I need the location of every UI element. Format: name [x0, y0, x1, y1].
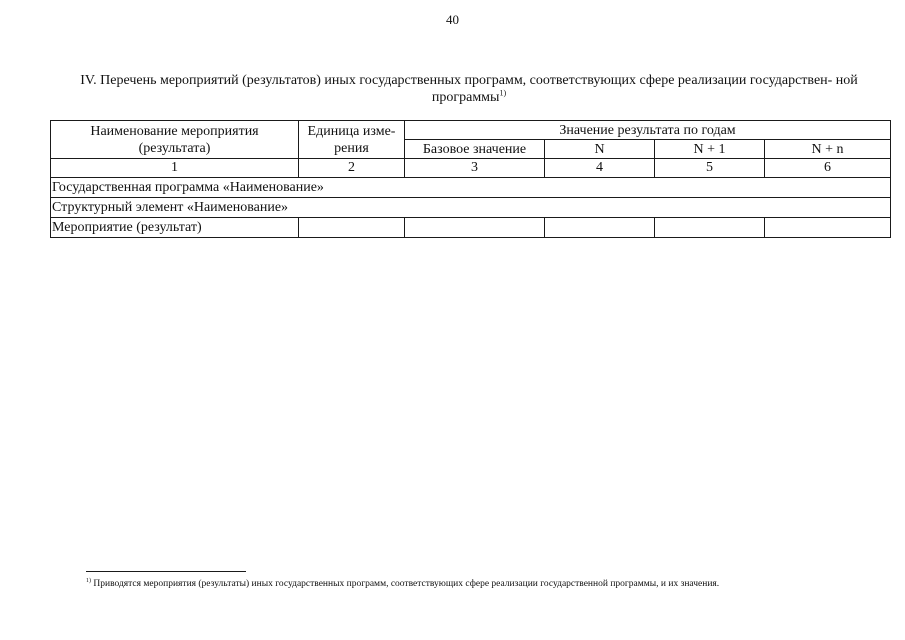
table-row-measure	[51, 218, 891, 238]
footnote-mark: 1)	[86, 577, 91, 584]
column-number-cell: 6	[765, 159, 891, 178]
header-year-n1-cell: N + 1	[655, 140, 765, 159]
table-row-program	[51, 178, 891, 198]
measure-row-label: Мероприятие (результат)	[51, 218, 299, 238]
heading-footnote-mark: 1)	[499, 88, 507, 98]
header-name-cell: Наименование мероприятия (результата)	[51, 121, 299, 159]
empty-cell	[299, 218, 405, 238]
structural-element-row-label: Структурный элемент «Наименование»	[51, 198, 891, 218]
footnote	[86, 578, 896, 590]
footnote-separator	[86, 571, 246, 572]
empty-cell	[765, 218, 891, 238]
section-heading	[48, 72, 890, 106]
column-number-row	[51, 159, 891, 178]
empty-cell	[655, 218, 765, 238]
header-unit-cell: Единица изме- рения	[299, 121, 405, 159]
empty-cell	[405, 218, 545, 238]
header-values-group-cell: Значение результата по годам	[405, 121, 891, 140]
empty-cell	[545, 218, 655, 238]
table-header-row	[51, 121, 891, 140]
page-number: 40	[446, 12, 459, 27]
measures-table	[50, 120, 891, 238]
header-base-value-cell: Базовое значение	[405, 140, 545, 159]
section-heading-text: IV. Перечень мероприятий (результатов) иных государственных программ, соответствующих сфере реализации государствен- ной программы	[80, 73, 858, 105]
header-year-n-cell: N	[545, 140, 655, 159]
table-row-structural-element	[51, 198, 891, 218]
header-year-nn-cell: N + n	[765, 140, 891, 159]
program-row-label: Государственная программа «Наименование»	[51, 178, 891, 198]
column-number-cell: 3	[405, 159, 545, 178]
column-number-cell: 5	[655, 159, 765, 178]
column-number-cell: 4	[545, 159, 655, 178]
column-number-cell: 1	[51, 159, 299, 178]
column-number-cell: 2	[299, 159, 405, 178]
footnote-text: Приводятся мероприятия (результаты) иных государственных программ, соответствующих сфере реализации государственной программы, и их значения.	[93, 579, 720, 589]
